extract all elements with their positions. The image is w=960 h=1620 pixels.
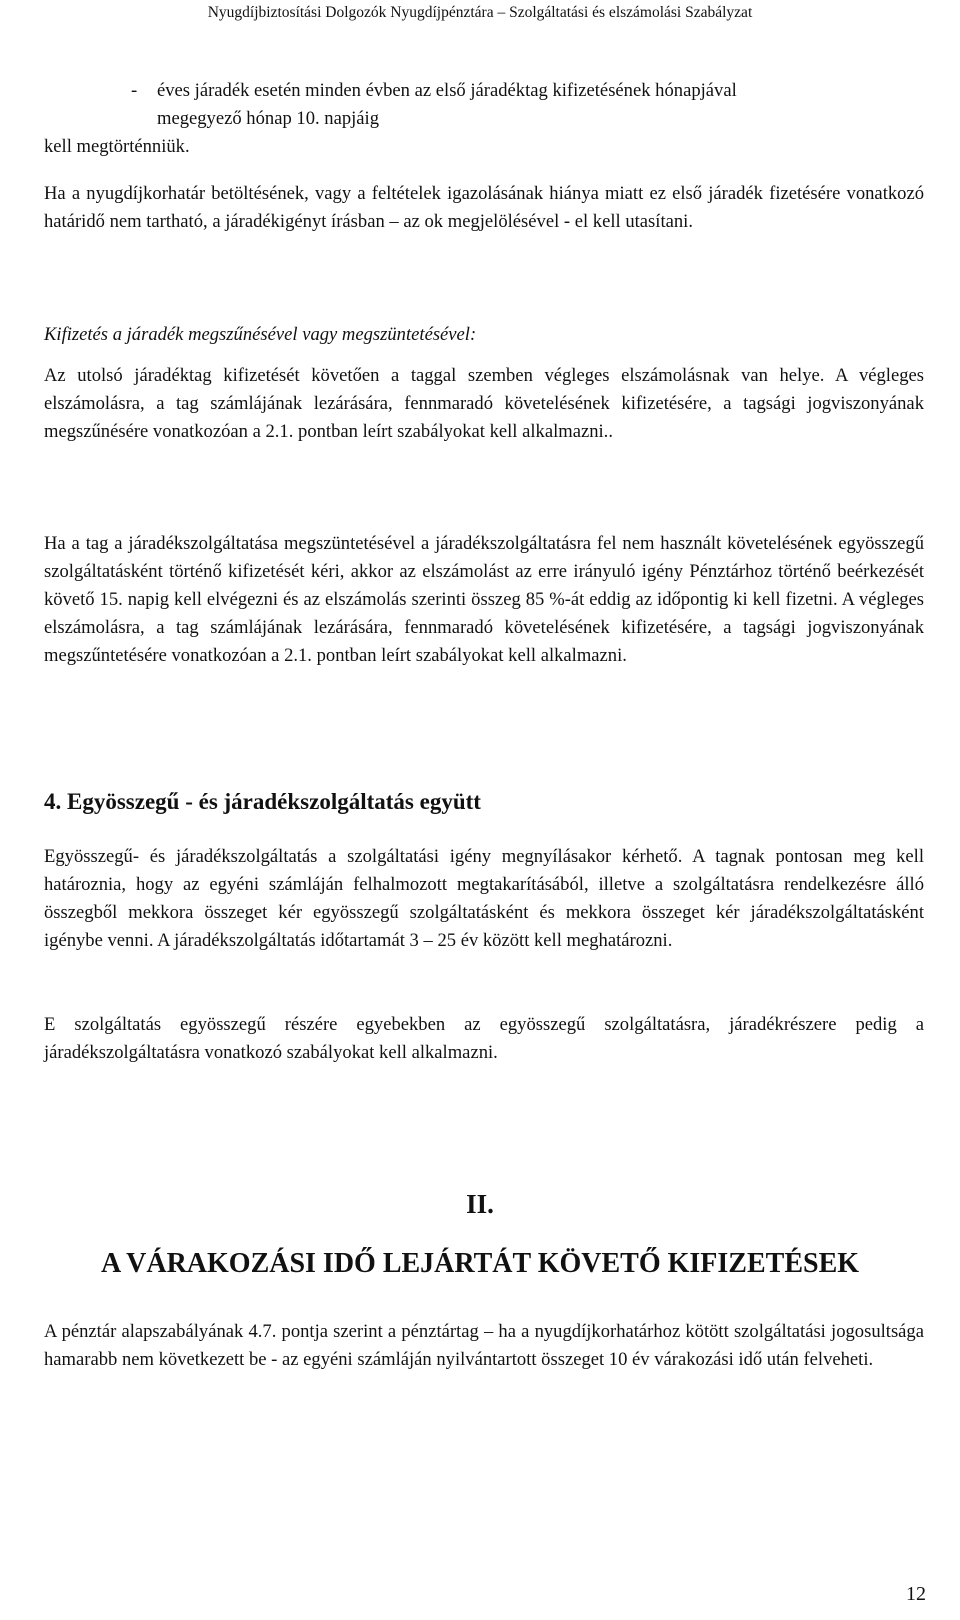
chapter-number: II. xyxy=(466,1189,494,1219)
continuation-text: kell megtörténniük. xyxy=(44,136,190,157)
list-item xyxy=(131,77,931,133)
subheading-termination: Kifizetés a járadék megszűnésével vagy megszüntetésével: xyxy=(44,324,477,345)
list-item-text xyxy=(157,77,931,133)
paragraph-final-settlement: Az utolsó járadéktag kifizetését követően a taggal szemben végleges elszámolásnak van helye. A végleges elszámolásra, a tag számlájának lezárására, fennmaradó követelésének kifizetésére, a tagsági jogviszonyának megszűnésére vonatkozóan a 2.1. pontban leírt szabályokat kell alkalmazni.. xyxy=(44,365,924,442)
paragraph-combined-service: Egyösszegű- és járadékszolgáltatás a szolgáltatási igény megnyílásakor kérhető. A tagnak pontosan meg kell határoznia, hogy az egyéni számláján felhalmozott megtakarításából, illetve a szolgáltatásra rendelkezésre álló összegből mekkora összeget kér egyösszegű szolgáltatásként és mekkora összeget kér járadékszolgáltatásként igénybe venni. A járadékszolgáltatás időtartamát 3 – 25 év között kell meghatározni. xyxy=(44,846,924,951)
paragraph-lump-sum-termination: Ha a tag a járadékszolgáltatása megszüntetésével a járadékszolgáltatásra fel nem használt követelésének egyösszegű szolgáltatásként történő kifizetését kéri, akkor az elszámolást az erre irányuló igény Pénztárhoz történő beérkezését követő 15. napig kell elvégezni és az elszámolás szerinti összeg 85 %-át eddig az időpontig ki kell fizetni. A végleges elszámolásra, a tag számlájának lezárására, fennmaradó követelésének kifizetésére, a tagsági jogviszonyának megszűntetésére vonatkozóan a 2.1. pontban leírt szabályokat kell alkalmazni. xyxy=(44,533,924,666)
section-4-heading: 4. Egyösszegű - és járadékszolgáltatás együtt xyxy=(44,789,481,814)
page-number: 12 xyxy=(906,1583,926,1605)
page-header: Nyugdíjbiztosítási Dolgozók Nyugdíjpénztára – Szolgáltatási és elszámolási Szabályzat xyxy=(207,4,753,21)
list-item-line-2: megegyező hónap 10. napjáig xyxy=(157,108,380,129)
chapter-title: A VÁRAKOZÁSI IDŐ LEJÁRTÁT KÖVETŐ KIFIZETÉSEK xyxy=(100,1248,860,1279)
list-item-line-1: éves járadék esetén minden évben az első járadéktag kifizetésének hónapjával xyxy=(157,80,737,101)
paragraph-deadline-rejection: Ha a nyugdíjkorhatár betöltésének, vagy a feltételek igazolásának hiánya miatt ez első járadék fizetésére vonatkozó határidő nem tartható, a járadékigényt írásban – az ok megjelölésével - el kell utasítani. xyxy=(44,183,924,232)
list-dash: - xyxy=(131,80,138,101)
paragraph-combined-rules: E szolgáltatás egyösszegű részére egyebekben az egyösszegű szolgáltatásra, járadékrészere pedig a járadékszolgáltatásra vonatkozó szabályokat kell alkalmazni. xyxy=(44,1014,924,1063)
paragraph-waiting-period: A pénztár alapszabályának 4.7. pontja szerint a pénztártag – ha a nyugdíjkorhatárhoz kötött szolgáltatási jogosultsága hamarabb nem következett be - az egyéni számláján nyilvántartott összeget 10 év várakozási idő után felveheti. xyxy=(44,1321,924,1370)
